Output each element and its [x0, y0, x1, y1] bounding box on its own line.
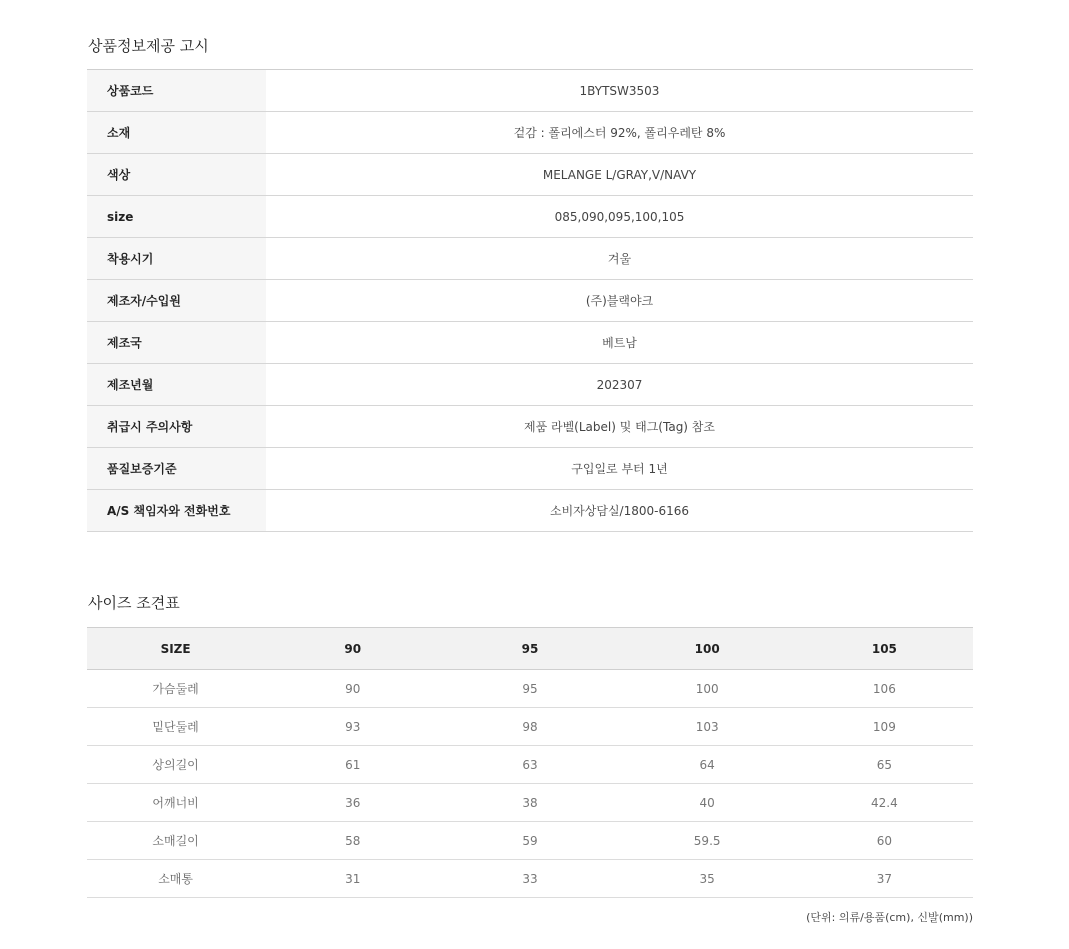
info-row: [87, 70, 973, 112]
size-cell: 61: [264, 746, 441, 784]
size-cell: 33: [441, 860, 618, 898]
info-key: 상품코드: [87, 70, 266, 112]
size-header-cell: SIZE: [87, 628, 264, 670]
info-row: [87, 448, 973, 490]
size-cell: 59.5: [619, 822, 796, 860]
size-cell: 90: [264, 670, 441, 708]
info-key: A/S 책임자와 전화번호: [87, 490, 266, 532]
size-cell: 35: [619, 860, 796, 898]
size-cell: 60: [796, 822, 973, 860]
info-row: [87, 238, 973, 280]
size-row: [87, 746, 973, 784]
size-header-cell: 100: [619, 628, 796, 670]
info-value: MELANGE L/GRAY,V/NAVY: [266, 154, 973, 196]
size-row: [87, 670, 973, 708]
info-row: [87, 406, 973, 448]
size-header-row: [87, 628, 973, 670]
size-cell: 40: [619, 784, 796, 822]
size-cell: 103: [619, 708, 796, 746]
size-cell: 95: [441, 670, 618, 708]
info-value: 085,090,095,100,105: [266, 196, 973, 238]
size-row-label: 밑단둘레: [87, 708, 264, 746]
product-info-table: [87, 69, 973, 532]
size-cell: 65: [796, 746, 973, 784]
size-row-label: 상의길이: [87, 746, 264, 784]
size-cell: 98: [441, 708, 618, 746]
info-row: [87, 112, 973, 154]
size-cell: 37: [796, 860, 973, 898]
size-cell: 38: [441, 784, 618, 822]
info-value: (주)블랙야크: [266, 280, 973, 322]
info-key: 제조자/수입원: [87, 280, 266, 322]
info-key: size: [87, 196, 266, 238]
info-key: 품질보증기준: [87, 448, 266, 490]
info-key: 제조년월: [87, 364, 266, 406]
info-row: [87, 364, 973, 406]
size-header-cell: 90: [264, 628, 441, 670]
size-cell: 42.4: [796, 784, 973, 822]
size-row: [87, 708, 973, 746]
info-row: [87, 490, 973, 532]
size-cell: 106: [796, 670, 973, 708]
size-cell: 59: [441, 822, 618, 860]
size-cell: 93: [264, 708, 441, 746]
size-row-label: 가슴둘레: [87, 670, 264, 708]
info-value: 겨울: [266, 238, 973, 280]
size-cell: 109: [796, 708, 973, 746]
size-row: [87, 784, 973, 822]
size-cell: 100: [619, 670, 796, 708]
info-key: 취급시 주의사항: [87, 406, 266, 448]
unit-note: (단위: 의류/용품(cm), 신발(mm)): [806, 911, 973, 924]
info-key: 제조국: [87, 322, 266, 364]
info-row: [87, 280, 973, 322]
info-key: 소재: [87, 112, 266, 154]
size-chart-title: 사이즈 조견표: [88, 594, 180, 612]
size-row-label: 어깨너비: [87, 784, 264, 822]
info-value: 1BYTSW3503: [266, 70, 973, 112]
size-header-cell: 105: [796, 628, 973, 670]
info-row: [87, 196, 973, 238]
info-value: 구입일로 부터 1년: [266, 448, 973, 490]
info-value: 202307: [266, 364, 973, 406]
info-key: 색상: [87, 154, 266, 196]
info-key: 착용시기: [87, 238, 266, 280]
product-info-title: 상품정보제공 고시: [88, 37, 209, 55]
info-value: 소비자상담실/1800-6166: [266, 490, 973, 532]
size-row-label: 소매통: [87, 860, 264, 898]
size-row-label: 소매길이: [87, 822, 264, 860]
size-row: [87, 860, 973, 898]
size-cell: 58: [264, 822, 441, 860]
info-value: 제품 라벨(Label) 및 태그(Tag) 참조: [266, 406, 973, 448]
info-value: 겉감 : 폴리에스터 92%, 폴리우레탄 8%: [266, 112, 973, 154]
size-cell: 36: [264, 784, 441, 822]
size-cell: 31: [264, 860, 441, 898]
info-value: 베트남: [266, 322, 973, 364]
size-chart-table: [87, 627, 973, 898]
info-row: [87, 154, 973, 196]
size-cell: 64: [619, 746, 796, 784]
size-row: [87, 822, 973, 860]
info-row: [87, 322, 973, 364]
size-cell: 63: [441, 746, 618, 784]
size-header-cell: 95: [441, 628, 618, 670]
